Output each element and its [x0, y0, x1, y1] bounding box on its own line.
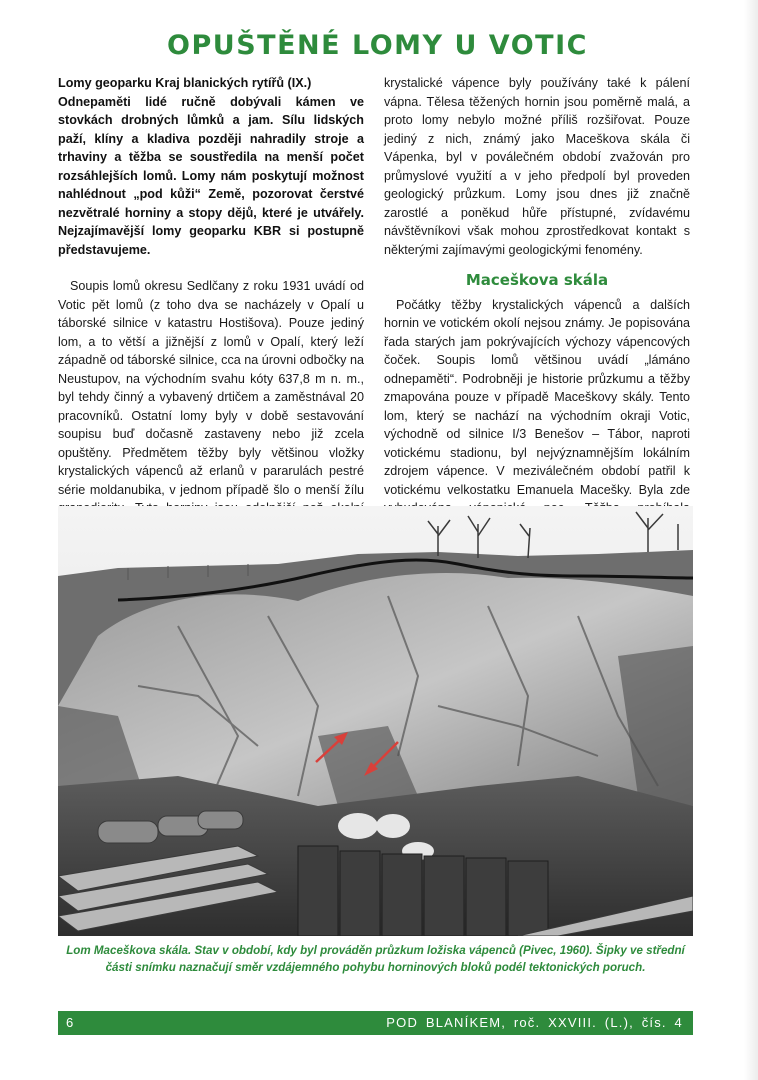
- section-heading: Maceškova skála: [465, 271, 609, 289]
- photo-caption: Lom Maceškova skála. Stav v období, kdy byl prováděn průzkum ložiska vápenců (Pivec, 1960). Šipky ve střední části snímku naznačují směr vzdájemného pohybu horninových bloků podél tektonických poruch.: [66, 944, 685, 974]
- quarry-photo-illustration: [58, 506, 693, 936]
- series-line: Lomy geoparku Kraj blanických rytířů (IX.): [58, 76, 312, 90]
- body-paragraph-right-2: Počátky těžby krystalických vápenců a dalších hornin ve votickém okolí nejsou známy. Je popisována řada starých jam pokrývajících výchozy vápencových čoček. Soupis lomů většinou uvádí „lámáno odnepaměti“. Podrobněji je historie průzkumu a těžby zmapována pouze v případě Maceškovy skály. Tento lom, který se nachází na východním okraji Votic, východně od silnice I/3 Benešov – Tábor, naproti votickému stadionu, byl nejvýznamnějším lokálním zdrojem vápence. V meziválečném období patřil k votickému velkostatku Emanuela Macešky. Byla zde: [384, 297, 690, 497]
- footer-bar: [58, 1011, 693, 1035]
- body-paragraph-left: Soupis lomů okresu Sedlčany z roku 1931 uvádí od Votic pět lomů (z toho dva se nacházely v Opalí u táborské silnice v katastru Hostišova). Pouze jediný lom, a to větší a jižnější z lomů v Opalí, který leží západně od táborské silnice, cca na úrovni odbočky na Neustupov, na východním svahu kóty 637,8 m n. m., byl tehdy činný a vybavený drtičem a zaměstnával 20 pracovníků. Ostatní lomy byly v době sestavování soupisu buď dočasně zastaveny nebo již zcela opuštěny. Předmětem těžby byly většinou vložky krystalických vápenců až erlanů v pararulách pestré série moldanubika, v jednom případě šlo o menší žílu: [58, 279, 364, 497]
- page-edge-shadow: [744, 0, 758, 1080]
- journal-reference: POD BLANÍKEM, roč. XXVIII. (L.), čís. 4: [386, 1015, 683, 1030]
- quarry-photo: [58, 506, 693, 936]
- lead-paragraph: [58, 74, 364, 259]
- right-column: [384, 74, 690, 536]
- lead-text: Odnepaměti lidé ručně dobývali kámen ve stovkách drobných lůmků a jam. Sílu lidských paží, klíny a kladiva později nahradily stroje a trhaviny a těžba se soustředila na menší počet rozsáhlejších lomů. Lomy nám poskytují možnost nahlédnout „pod kůži“ Země, pozorovat čerstvé nezvětralé horniny a stopy dějů, které je utvářely. Nejzajímavější lomy geoparku KBR si postupně představujeme.: [58, 94, 364, 257]
- page-number: 6: [66, 1015, 74, 1030]
- left-column: [58, 74, 364, 555]
- article-title: OPUŠTĚNÉ LOMY U VOTIC: [167, 30, 588, 61]
- body-paragraph-right-1: krystalické vápence byly používány také k pálení vápna. Tělesa těžených hornin jsou poměrně malá, a proto lomy nebylo možné příliš rozšiřovat. Pouze jediný z nich, známý jako Maceškova skála či Vápenka, byl v poválečném období zvažován pro průmyslové využití a v jeho předpolí byl proveden geologický průzkum. Lomy jsou dnes již značně zarostlé a poněkud hůře přístupné, zvídavému návštěvníkovi však mohou zprostředkovat kontakt s některými zajímavými geologickými fenomény.: [384, 76, 690, 257]
